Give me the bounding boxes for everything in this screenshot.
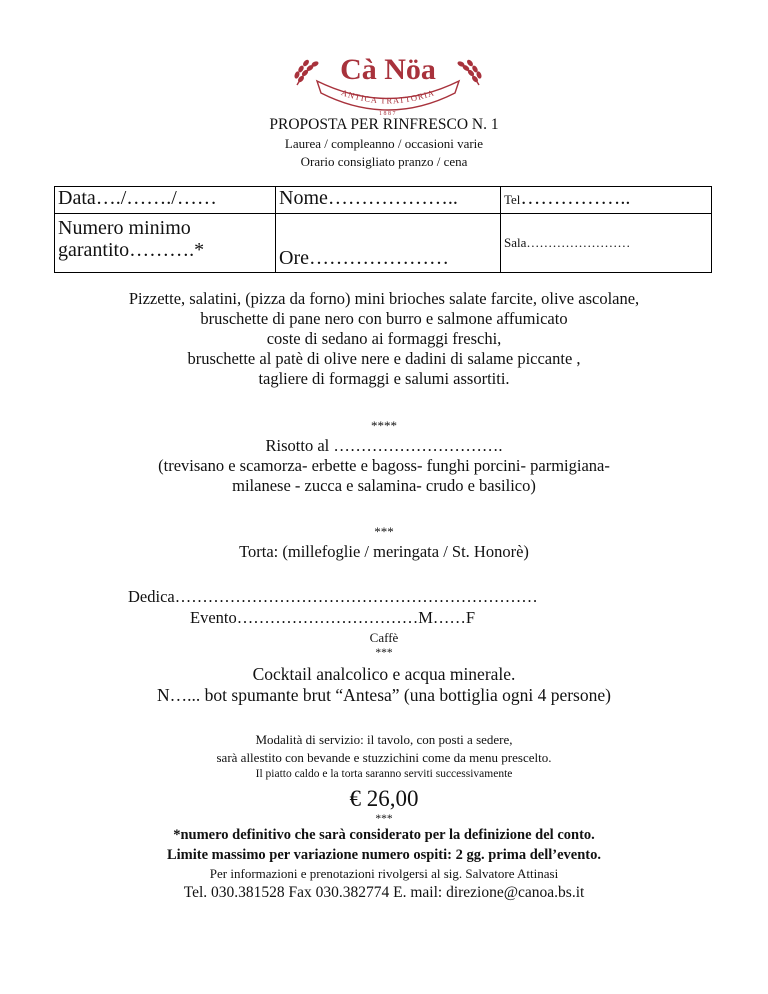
dedication-line: Dedica………………………………………………………… [128, 587, 538, 606]
date-field: Data…./……./…… [55, 187, 276, 214]
restaurant-logo [283, 41, 493, 119]
cake-line: Torta: (millefoglie / meringata / St. Honorè) [239, 542, 529, 561]
logo-tagline: ANTICA TRATTORIA [340, 87, 436, 106]
antipasti-line: bruschette al patè di olive nere e dadini di salame piccante , [187, 349, 581, 368]
antipasti-line: tagliere di formaggi e salumi assortiti. [258, 369, 510, 388]
separator: **** [371, 418, 397, 433]
service-line: sarà allestito con bevande e stuzzichini come da menu prescelto. [216, 750, 552, 765]
guest-change-limit-note: Limite massimo per variazione numero ospiti: 2 gg. prima dell’evento. [166, 847, 602, 863]
antipasti-section [0, 289, 768, 389]
booking-form-table [54, 186, 712, 273]
separator: *** [375, 813, 393, 825]
price: € 26,00 [349, 786, 419, 811]
service-line: Il piatto caldo e la torta saranno serviti successivamente [255, 768, 513, 780]
guest-count-dots: garantito……….* [58, 239, 205, 261]
drinks-line: Cocktail analcolico e acqua minerale. [252, 664, 516, 684]
page-title: PROPOSTA PER RINFRESCO N. 1 [269, 116, 499, 133]
service-line: Modalità di servizio: il tavolo, con posti a sedere, [255, 732, 513, 747]
room-field: Sala…………………… [501, 214, 712, 273]
spumante-line: N…... bot spumante brut “Antesa” (una bottiglia ogni 4 persone) [157, 685, 611, 705]
phone-field [501, 187, 712, 214]
name-field: Nome……………….. [276, 187, 501, 214]
contact-details: Tel. 030.381528 Fax 030.382774 E. mail: direzione@canoa.bs.it [183, 884, 585, 901]
guest-count-field [55, 214, 276, 273]
phone-label: Tel [504, 192, 521, 207]
risotto-line: Risotto al …………………………. [265, 436, 503, 455]
time-field: Ore………………… [276, 214, 501, 273]
risotto-options-line: milanese - zucca e salamina- crudo e basilico) [232, 476, 536, 495]
final-count-note: *numero definitivo che sarà considerato per la definizione del conto. [173, 827, 595, 843]
event-line: Evento……………………………M……F [190, 608, 476, 627]
antipasti-line: Pizzette, salatini, (pizza da forno) mini brioches salate farcite, olive ascolane, [128, 289, 640, 308]
logo-year: 1887 [379, 111, 397, 117]
antipasti-line: bruschette di pane nero con burro e salmone affumicato [200, 309, 568, 328]
subtitle-time: Orario consigliato pranzo / cena [300, 154, 468, 169]
separator: *** [374, 524, 394, 539]
risotto-options-line: (trevisano e scamorza- erbette e bagoss- funghi porcini- parmigiana- [158, 456, 610, 475]
info-contact-person: Per informazioni e prenotazioni rivolgersi al sig. Salvatore Attinasi [209, 866, 559, 881]
guest-count-label: Numero minimo [58, 217, 191, 239]
logo-emblem-icon [283, 41, 493, 119]
phone-dots: …………….. [520, 187, 631, 209]
subtitle-occasions: Laurea / compleanno / occasioni varie [284, 136, 484, 151]
coffee-line: Caffè [369, 630, 399, 645]
logo-brand: Cà Nöa [340, 53, 436, 86]
separator: *** [375, 647, 393, 659]
risotto-section [0, 436, 768, 496]
antipasti-line: coste di sedano ai formaggi freschi, [266, 329, 502, 348]
